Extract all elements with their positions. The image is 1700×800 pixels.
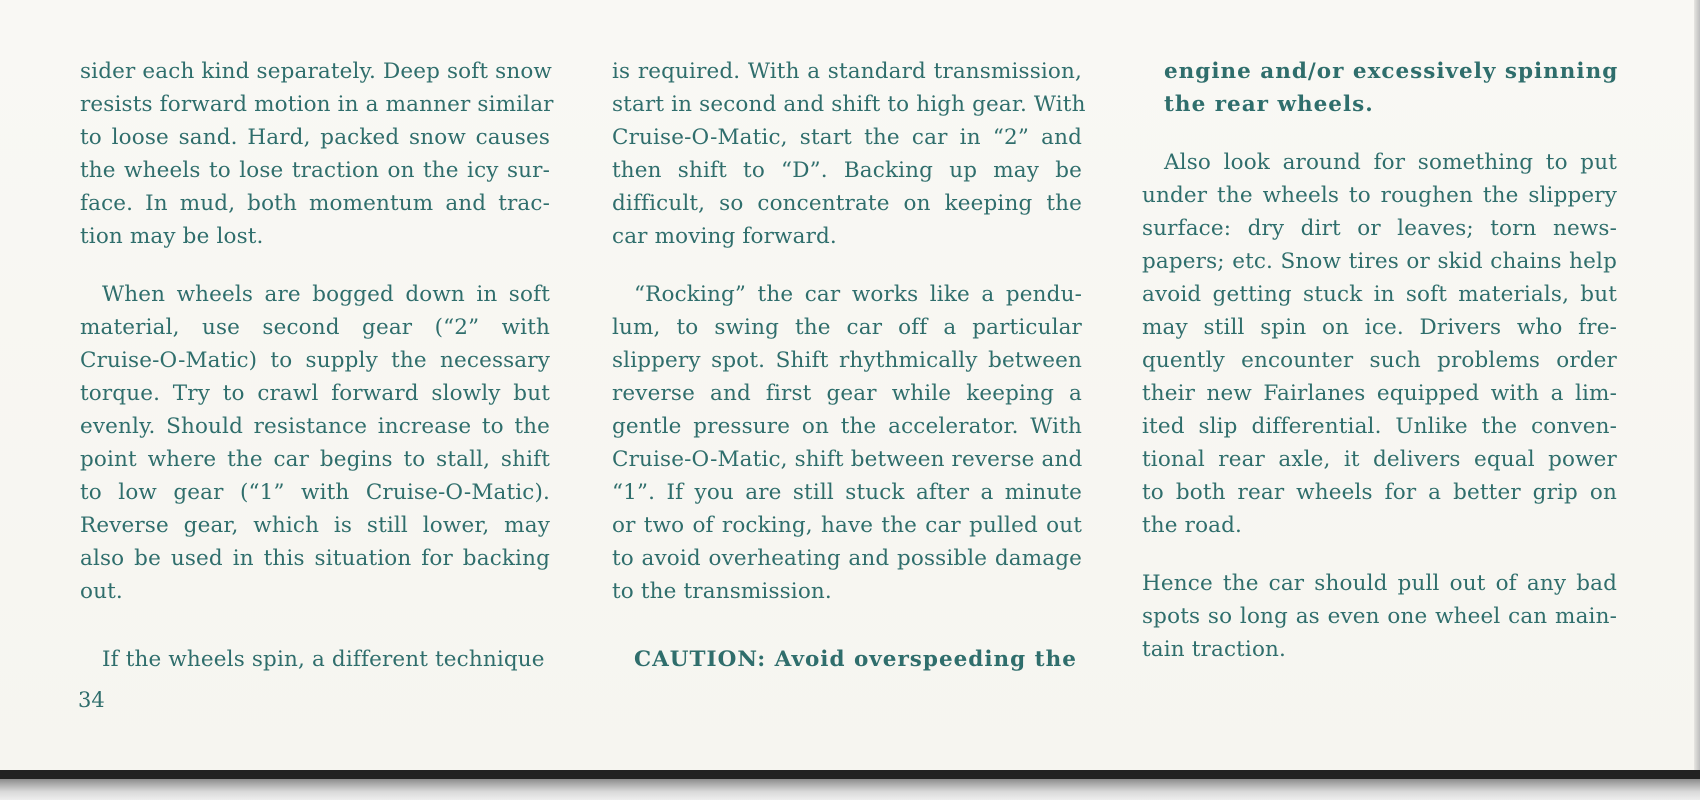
text-line: papers; etc. Snow tires or skid chains help <box>1142 249 1617 274</box>
text-line: material, use second gear (“2” with <box>80 315 550 340</box>
text-line: Also look around for something to put <box>1164 150 1617 175</box>
text-line: difficult, so concentrate on keeping the <box>612 191 1082 216</box>
text-line: avoid getting stuck in soft materials, but <box>1142 282 1617 307</box>
text-line: Reverse gear, which is still lower, may <box>80 513 550 538</box>
text-line: Cruise-O-Matic, start the car in “2” and <box>612 125 1082 150</box>
text-line: “1”. If you are still stuck after a minute <box>612 480 1082 505</box>
text-line: lum, to swing the car off a particular <box>612 315 1082 340</box>
text-line: to low gear (“1” with Cruise-O-Matic). <box>80 480 550 505</box>
text-line: out. <box>80 579 123 604</box>
paragraph <box>612 278 1082 608</box>
text-line: quently encounter such problems order <box>1142 348 1617 373</box>
caution-continuation <box>1142 55 1617 121</box>
text-column-right <box>1142 55 1617 666</box>
paragraph <box>80 278 550 608</box>
text-line: ited slip differential. Unlike the conven- <box>1142 414 1617 439</box>
text-line: surface: dry dirt or leaves; torn news- <box>1142 216 1617 241</box>
text-line: or two of rocking, have the car pulled out <box>612 513 1082 538</box>
text-line: face. In mud, both momentum and trac- <box>80 191 550 216</box>
text-line: to the transmission. <box>612 579 832 604</box>
text-line: under the wheels to roughen the slippery <box>1142 183 1617 208</box>
text-line: spots so long as even one wheel can main- <box>1142 604 1617 629</box>
text-line: point where the car begins to stall, shift <box>80 447 550 472</box>
text-line: Cruise-O-Matic, shift between reverse and <box>612 447 1083 472</box>
text-line: tain traction. <box>1142 637 1287 662</box>
text-line: to loose sand. Hard, packed snow causes <box>80 125 550 150</box>
text-line: start in second and shift to high gear. With <box>612 92 1086 117</box>
text-line: sider each kind separately. Deep soft snow <box>80 59 552 84</box>
text-column-middle <box>612 55 1086 676</box>
scan-bottom-edge <box>0 770 1700 779</box>
text-line: CAUTION: Avoid overspeeding the <box>634 647 1077 672</box>
text-line: the rear wheels. <box>1164 92 1374 117</box>
scan-bottom-shadow <box>0 779 1700 800</box>
text-line: When wheels are bogged down in soft <box>102 282 550 307</box>
text-line: their new Fairlanes equipped with a lim- <box>1142 381 1617 406</box>
text-line: the road. <box>1142 513 1243 538</box>
text-line: Hence the car should pull out of any bad <box>1142 571 1617 596</box>
paragraph <box>1142 146 1617 542</box>
paragraph <box>80 643 550 676</box>
text-line: gentle pressure on the accelerator. With <box>612 414 1082 439</box>
text-line: then shift to “D”. Backing up may be <box>612 158 1082 183</box>
text-line: also be used in this situation for backing <box>80 546 550 571</box>
paragraph <box>80 55 554 253</box>
text-line: “Rocking” the car works like a pendu- <box>634 282 1082 307</box>
text-line: tional rear axle, it delivers equal power <box>1142 447 1617 472</box>
text-line: is required. With a standard transmission, <box>612 59 1082 84</box>
text-line: the wheels to lose traction on the icy sur- <box>80 158 550 183</box>
page-edge-shadow <box>1694 0 1700 770</box>
text-column-left <box>80 55 554 676</box>
text-line: torque. Try to crawl forward slowly but <box>80 381 550 406</box>
paragraph <box>1142 567 1617 666</box>
text-line: to avoid overheating and possible damage <box>612 546 1082 571</box>
text-line: If the wheels spin, a different technique <box>102 647 545 672</box>
text-line: car moving forward. <box>612 224 837 249</box>
text-line: resists forward motion in a manner similar <box>80 92 554 117</box>
text-line: tion may be lost. <box>80 224 264 249</box>
text-line: may still spin on ice. Drivers who fre- <box>1142 315 1617 340</box>
text-line: engine and/or excessively spinning <box>1164 59 1619 84</box>
text-line: evenly. Should resistance increase to the <box>80 414 550 439</box>
caution-heading <box>612 643 1082 676</box>
text-line: reverse and first gear while keeping a <box>612 381 1082 406</box>
text-line: to both rear wheels for a better grip on <box>1142 480 1617 505</box>
text-line: Cruise-O-Matic) to supply the necessary <box>80 348 550 373</box>
text-line: slippery spot. Shift rhythmically between <box>612 348 1082 373</box>
paragraph <box>612 55 1086 253</box>
page-number: 34 <box>78 688 105 712</box>
